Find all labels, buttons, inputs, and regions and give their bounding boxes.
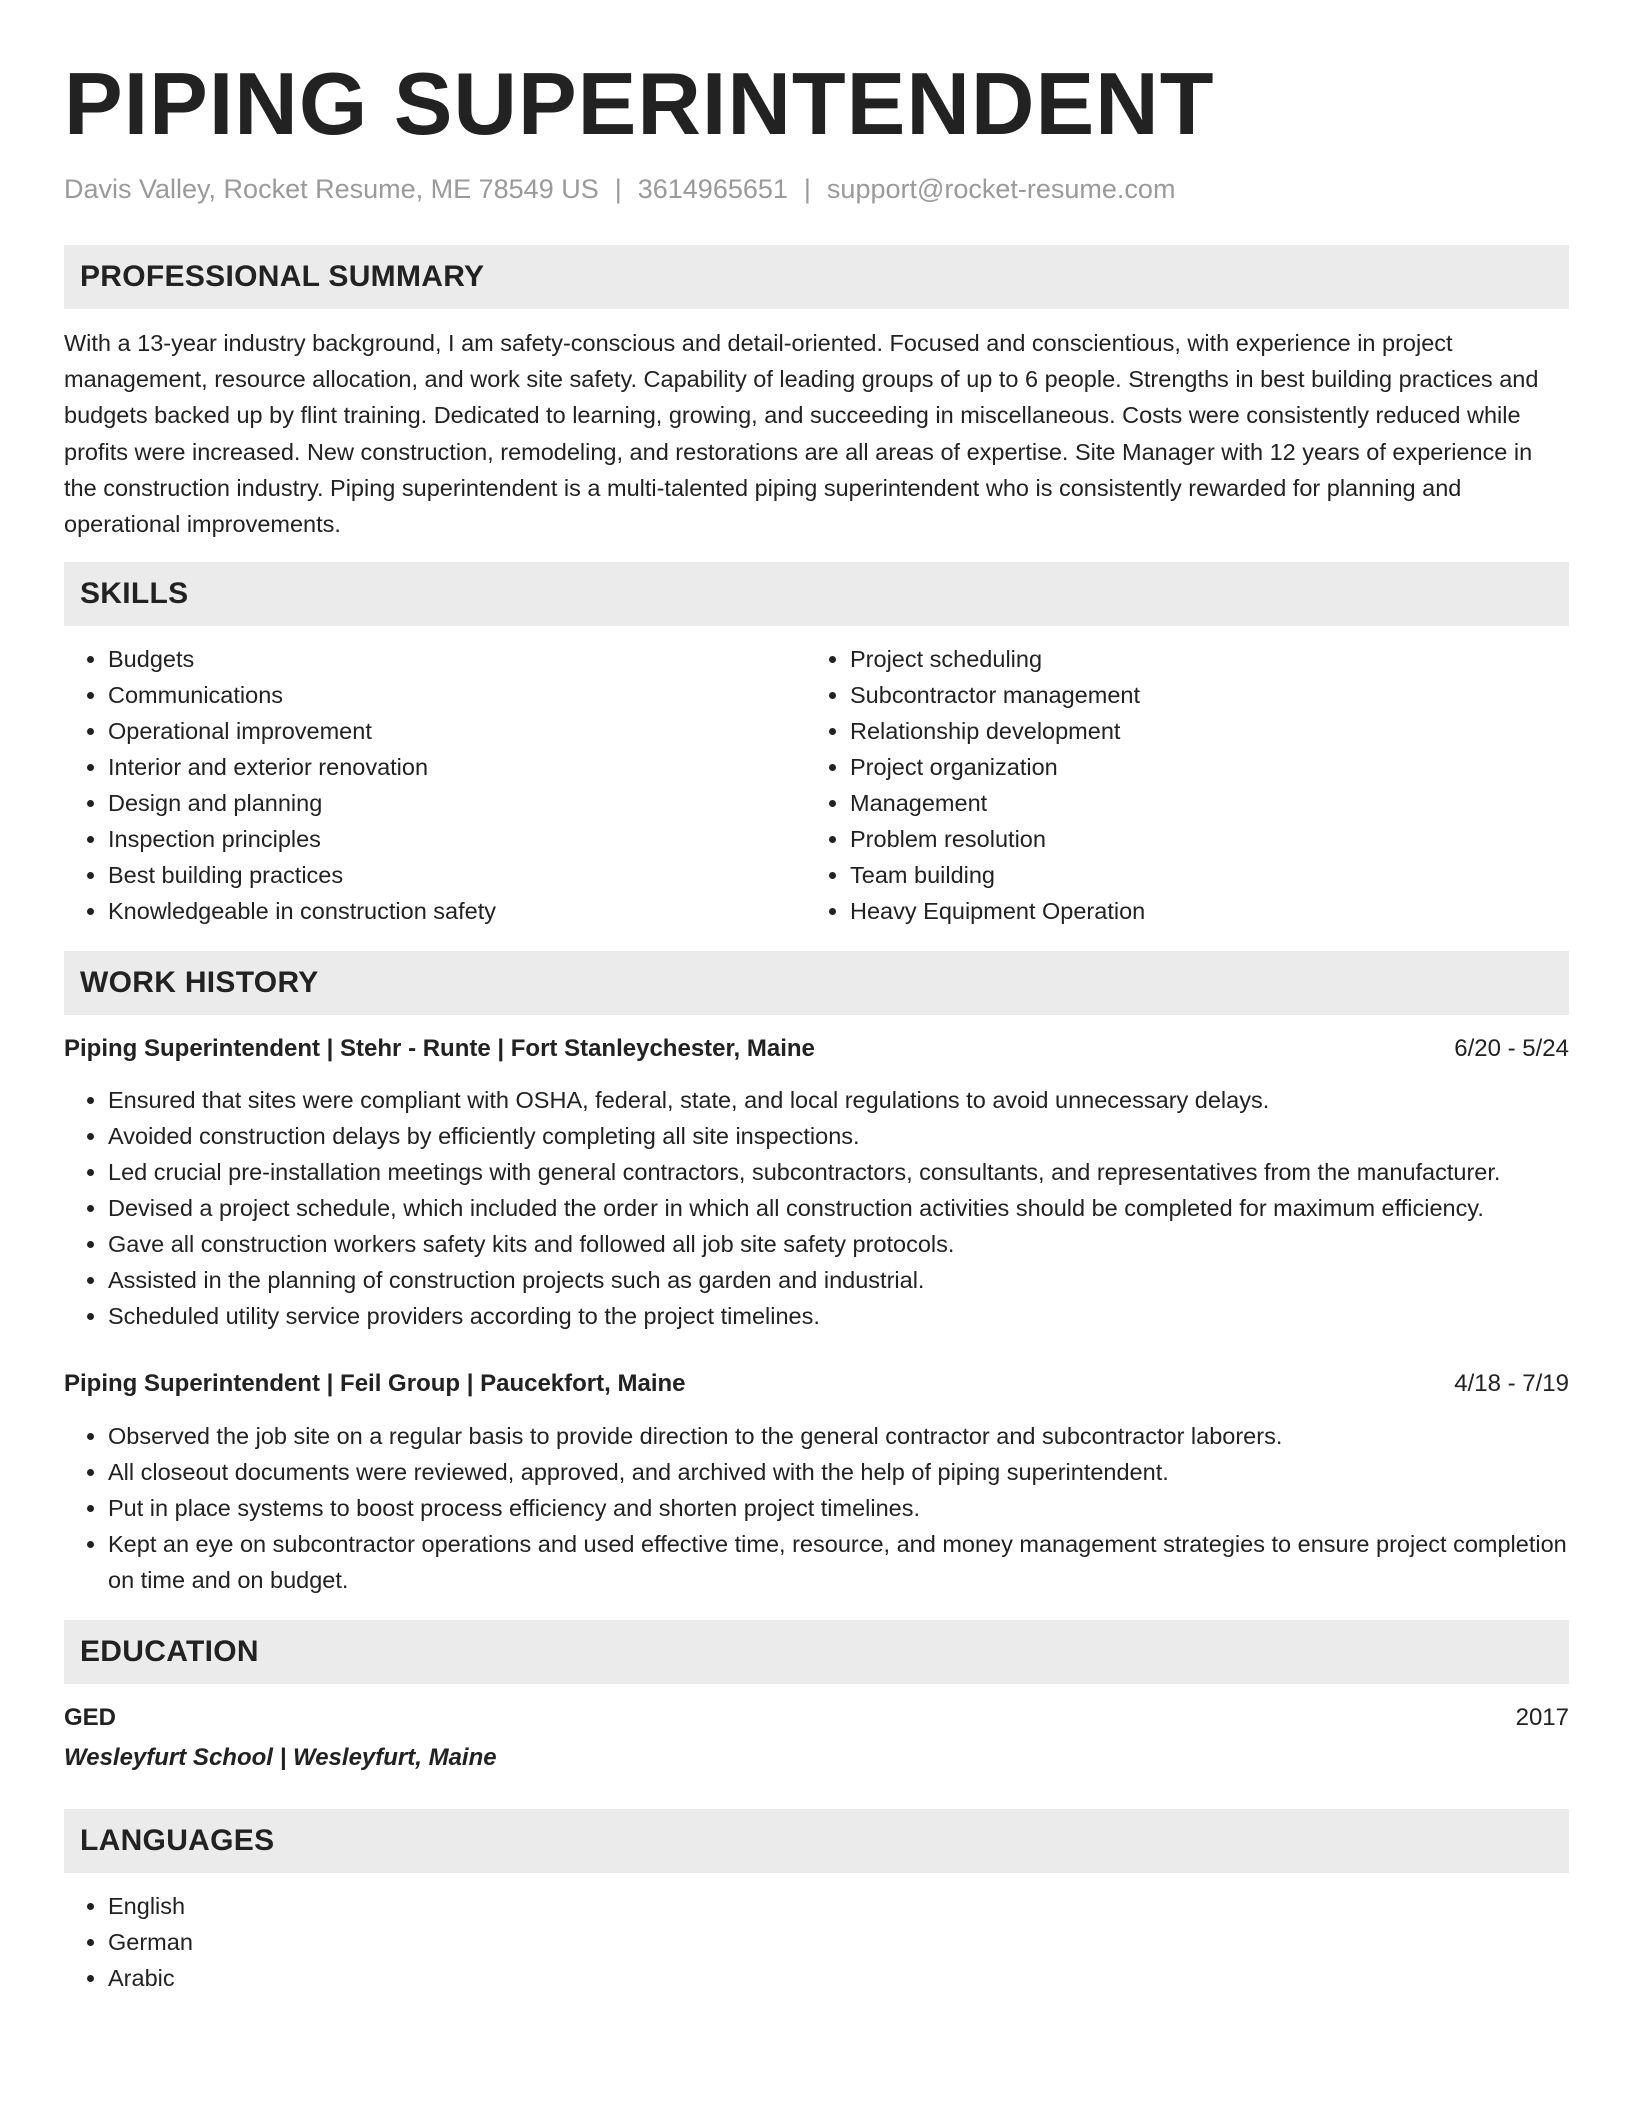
education-school: Wesleyfurt School | Wesleyfurt, Maine <box>64 1744 497 1772</box>
skill-item: • Design and planning <box>108 785 806 821</box>
job-title: Piping Superintendent | Feil Group | Paucekfort, Maine <box>64 1370 686 1398</box>
skill-item: • Communications <box>108 677 806 713</box>
contact-line <box>64 173 1569 205</box>
education-year: 2017 <box>1515 1704 1569 1732</box>
section-header-summary: PROFESSIONAL SUMMARY <box>64 245 1569 309</box>
skill-item: • Interior and exterior renovation <box>108 749 806 785</box>
job-dates: 4/18 - 7/19 <box>1454 1370 1569 1398</box>
language-item: • Arabic <box>108 1960 1569 1996</box>
job-bullet: • Kept an eye on subcontractor operations and used effective time, resource, and money management strategies to ensure project completion on time and on budget. <box>108 1526 1569 1598</box>
contact-email: support@rocket-resume.com <box>826 174 1176 204</box>
job-bullet: • Ensured that sites were compliant with OSHA, federal, state, and local regulations to avoid unnecessary delays. <box>108 1082 1569 1118</box>
skill-item: • Project scheduling <box>850 641 1548 677</box>
skills-list <box>64 641 1569 929</box>
contact-separator: | <box>614 174 622 204</box>
contact-phone: 3614965651 <box>637 174 788 204</box>
education-degree: GED <box>64 1704 117 1732</box>
skills-column-left <box>64 641 806 929</box>
job-bullets <box>64 1418 1569 1598</box>
job-header <box>64 1367 1569 1401</box>
section-header-skills: SKILLS <box>64 562 1569 626</box>
job-bullet: • Devised a project schedule, which included the order in which all construction activities should be completed for maximum efficiency. <box>108 1190 1569 1226</box>
skill-item: • Team building <box>850 857 1548 893</box>
summary-text: With a 13-year industry background, I am safety-conscious and detail-oriented. Focused and conscientious, with experience in project management, resource allocation, and work site safety. Capability of leading groups of up to 6 people. Strengths in best building practices and budgets backed up by flint training. Dedicated to learning, growing, and succeeding in miscellaneous. Costs were consistently reduced while profits were increased. New construction, remodeling, and restorations are all areas of expertise. Site Manager with 12 years of experience in the construction industry. Piping superintendent is a multi-talented piping superintendent who is consistently rewarded for planning and operational improvements. <box>64 330 1539 538</box>
skill-item: • Relationship development <box>850 713 1548 749</box>
skill-item: • Project organization <box>850 749 1548 785</box>
skill-item: • Heavy Equipment Operation <box>850 893 1548 929</box>
skill-item: • Subcontractor management <box>850 677 1548 713</box>
language-item: • English <box>108 1888 1569 1924</box>
job-bullets <box>64 1082 1569 1334</box>
skill-item: • Management <box>850 785 1548 821</box>
job-bullet: • Scheduled utility service providers according to the project timelines. <box>108 1298 1569 1334</box>
language-item: • German <box>108 1924 1569 1960</box>
job-entry <box>64 1032 1569 1334</box>
languages-list <box>64 1888 1569 1996</box>
candidate-name: PIPING SUPERINTENDENT <box>64 54 1215 153</box>
education-entry <box>64 1701 1569 1775</box>
contact-address: Davis Valley, Rocket Resume, ME 78549 US <box>64 174 599 204</box>
job-bullet: • Led crucial pre-installation meetings with general contractors, subcontractors, consultants, and representatives from the manufacturer. <box>108 1154 1569 1190</box>
job-bullet: • All closeout documents were reviewed, approved, and archived with the help of piping superintendent. <box>108 1454 1569 1490</box>
job-entry <box>64 1367 1569 1598</box>
job-bullet: • Assisted in the planning of construction projects such as garden and industrial. <box>108 1262 1569 1298</box>
job-bullet: • Observed the job site on a regular basis to provide direction to the general contractor and subcontractor laborers. <box>108 1418 1569 1454</box>
skill-item: • Knowledgeable in construction safety <box>108 893 806 929</box>
skill-item: • Problem resolution <box>850 821 1548 857</box>
job-bullet: • Avoided construction delays by efficiently completing all site inspections. <box>108 1118 1569 1154</box>
section-header-work-history: WORK HISTORY <box>64 951 1569 1015</box>
skill-item: • Best building practices <box>108 857 806 893</box>
contact-separator: | <box>803 174 811 204</box>
skill-item: • Inspection principles <box>108 821 806 857</box>
job-header <box>64 1032 1569 1066</box>
job-dates: 6/20 - 5/24 <box>1454 1035 1569 1063</box>
skill-item: • Budgets <box>108 641 806 677</box>
skills-column-right <box>806 641 1548 929</box>
resume-page <box>64 0 1569 1996</box>
skill-item: • Operational improvement <box>108 713 806 749</box>
section-header-languages: LANGUAGES <box>64 1809 1569 1873</box>
job-bullet: • Put in place systems to boost process efficiency and shorten project timelines. <box>108 1490 1569 1526</box>
job-bullet: • Gave all construction workers safety kits and followed all job site safety protocols. <box>108 1226 1569 1262</box>
education-header <box>64 1701 1569 1735</box>
job-title: Piping Superintendent | Stehr - Runte | Fort Stanleychester, Maine <box>64 1035 815 1063</box>
section-header-education: EDUCATION <box>64 1620 1569 1684</box>
